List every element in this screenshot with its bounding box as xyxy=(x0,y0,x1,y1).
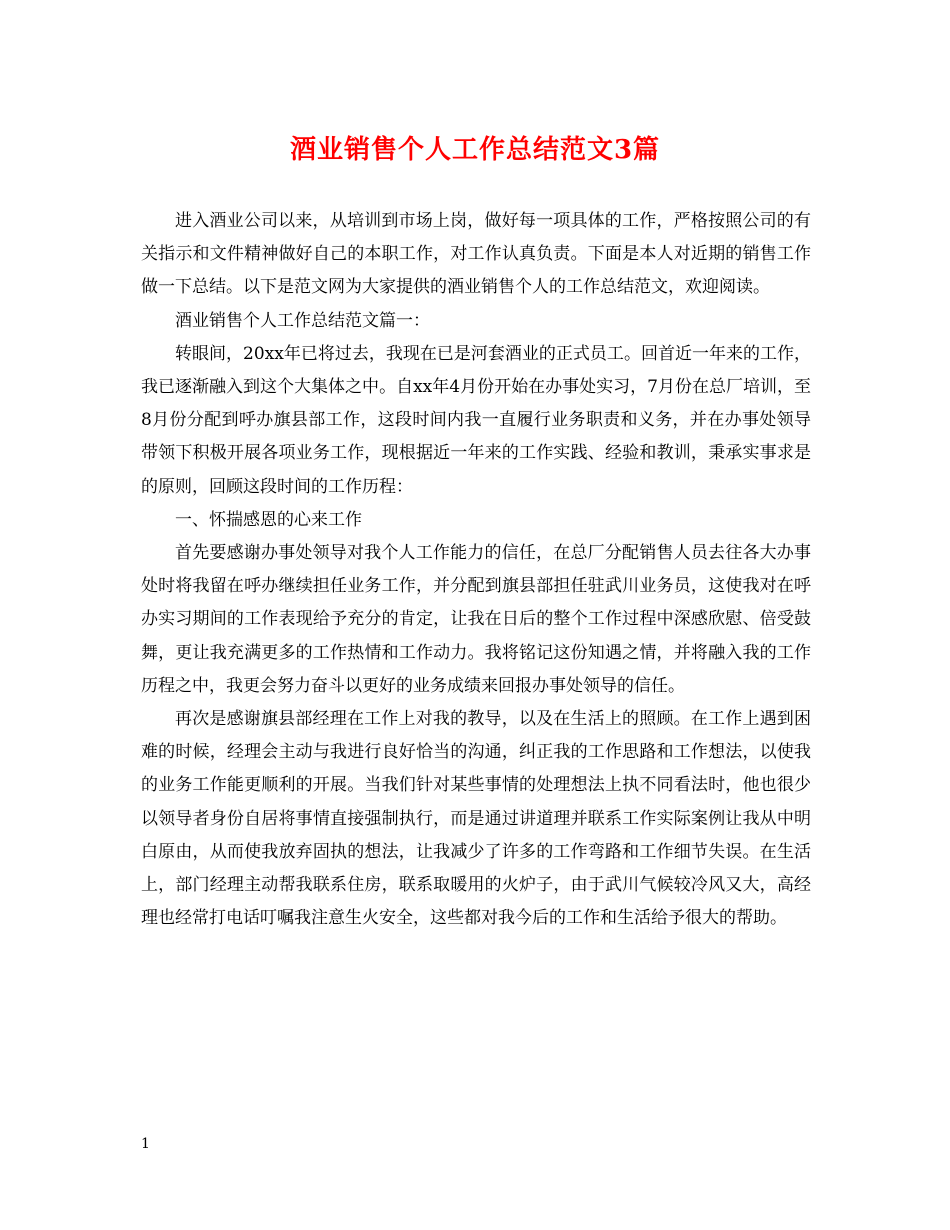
page-number: 1 xyxy=(141,1136,150,1152)
body-paragraph: 转眼间，20xx年已将过去，我现在已是河套酒业的正式员工。回首近一年来的工作，我已逐渐融入到这个大集体之中。自xx年4月份开始在办事处实习，7月份在总厂培训，至8月份分配到呼办旗县部工作，这段时间内我一直履行业务职责和义务，并在办事处领导带领下积极开展各项业务工作，现根据近一年来的工作实践、经验和教训，秉承实事求是的原则，回顾这段时间的工作历程： xyxy=(141,343,811,497)
section-heading-part-one: 酒业销售个人工作总结范文篇一： xyxy=(175,310,430,331)
document-body xyxy=(141,205,811,935)
subsection-heading: 一、怀揣感恩的心来工作 xyxy=(175,509,362,530)
intro-paragraph: 进入酒业公司以来，从培训到市场上岗，做好每一项具体的工作，严格按照公司的有关指示和文件精神做好自己的本职工作，对工作认真负责。下面是本人对近期的销售工作做一下总结。以下是范文网为大家提供的酒业销售个人的工作总结范文，欢迎阅读。 xyxy=(141,211,811,298)
document-title: 酒业销售个人工作总结范文3篇 xyxy=(289,135,661,165)
body-paragraph: 再次是感谢旗县部经理在工作上对我的教导，以及在生活上的照顾。在工作上遇到困难的时候，经理会主动与我进行良好恰当的沟通，纠正我的工作思路和工作想法，以使我的业务工作能更顺利的开展。当我们针对某些事情的处理想法上执不同看法时，他也很少以领导者身份自居将事情直接强制执行，而是通过讲道理并联系工作实际案例让我从中明白原由，从而使我放弃固执的想法，让我减少了许多的工作弯路和工作细节失误。在生活上，部门经理主动帮我联系住房，联系取暖用的火炉子，由于武川气候较冷风又大，高经理也经常打电话叮嘱我注意生火安全，这些都对我今后的工作和生活给予很大的帮助。 xyxy=(141,709,811,929)
body-paragraph: 首先要感谢办事处领导对我个人工作能力的信任，在总厂分配销售人员去往各大办事处时将我留在呼办继续担任业务工作，并分配到旗县部担任驻武川业务员，这使我对在呼办实习期间的工作表现给予充分的肯定，让我在日后的整个工作过程中深感欣慰、倍受鼓舞，更让我充满更多的工作热情和工作动力。我将铭记这份知遇之情，并将融入我的工作历程之中，我更会努力奋斗以更好的业务成绩来回报办事处领导的信任。 xyxy=(141,543,811,696)
